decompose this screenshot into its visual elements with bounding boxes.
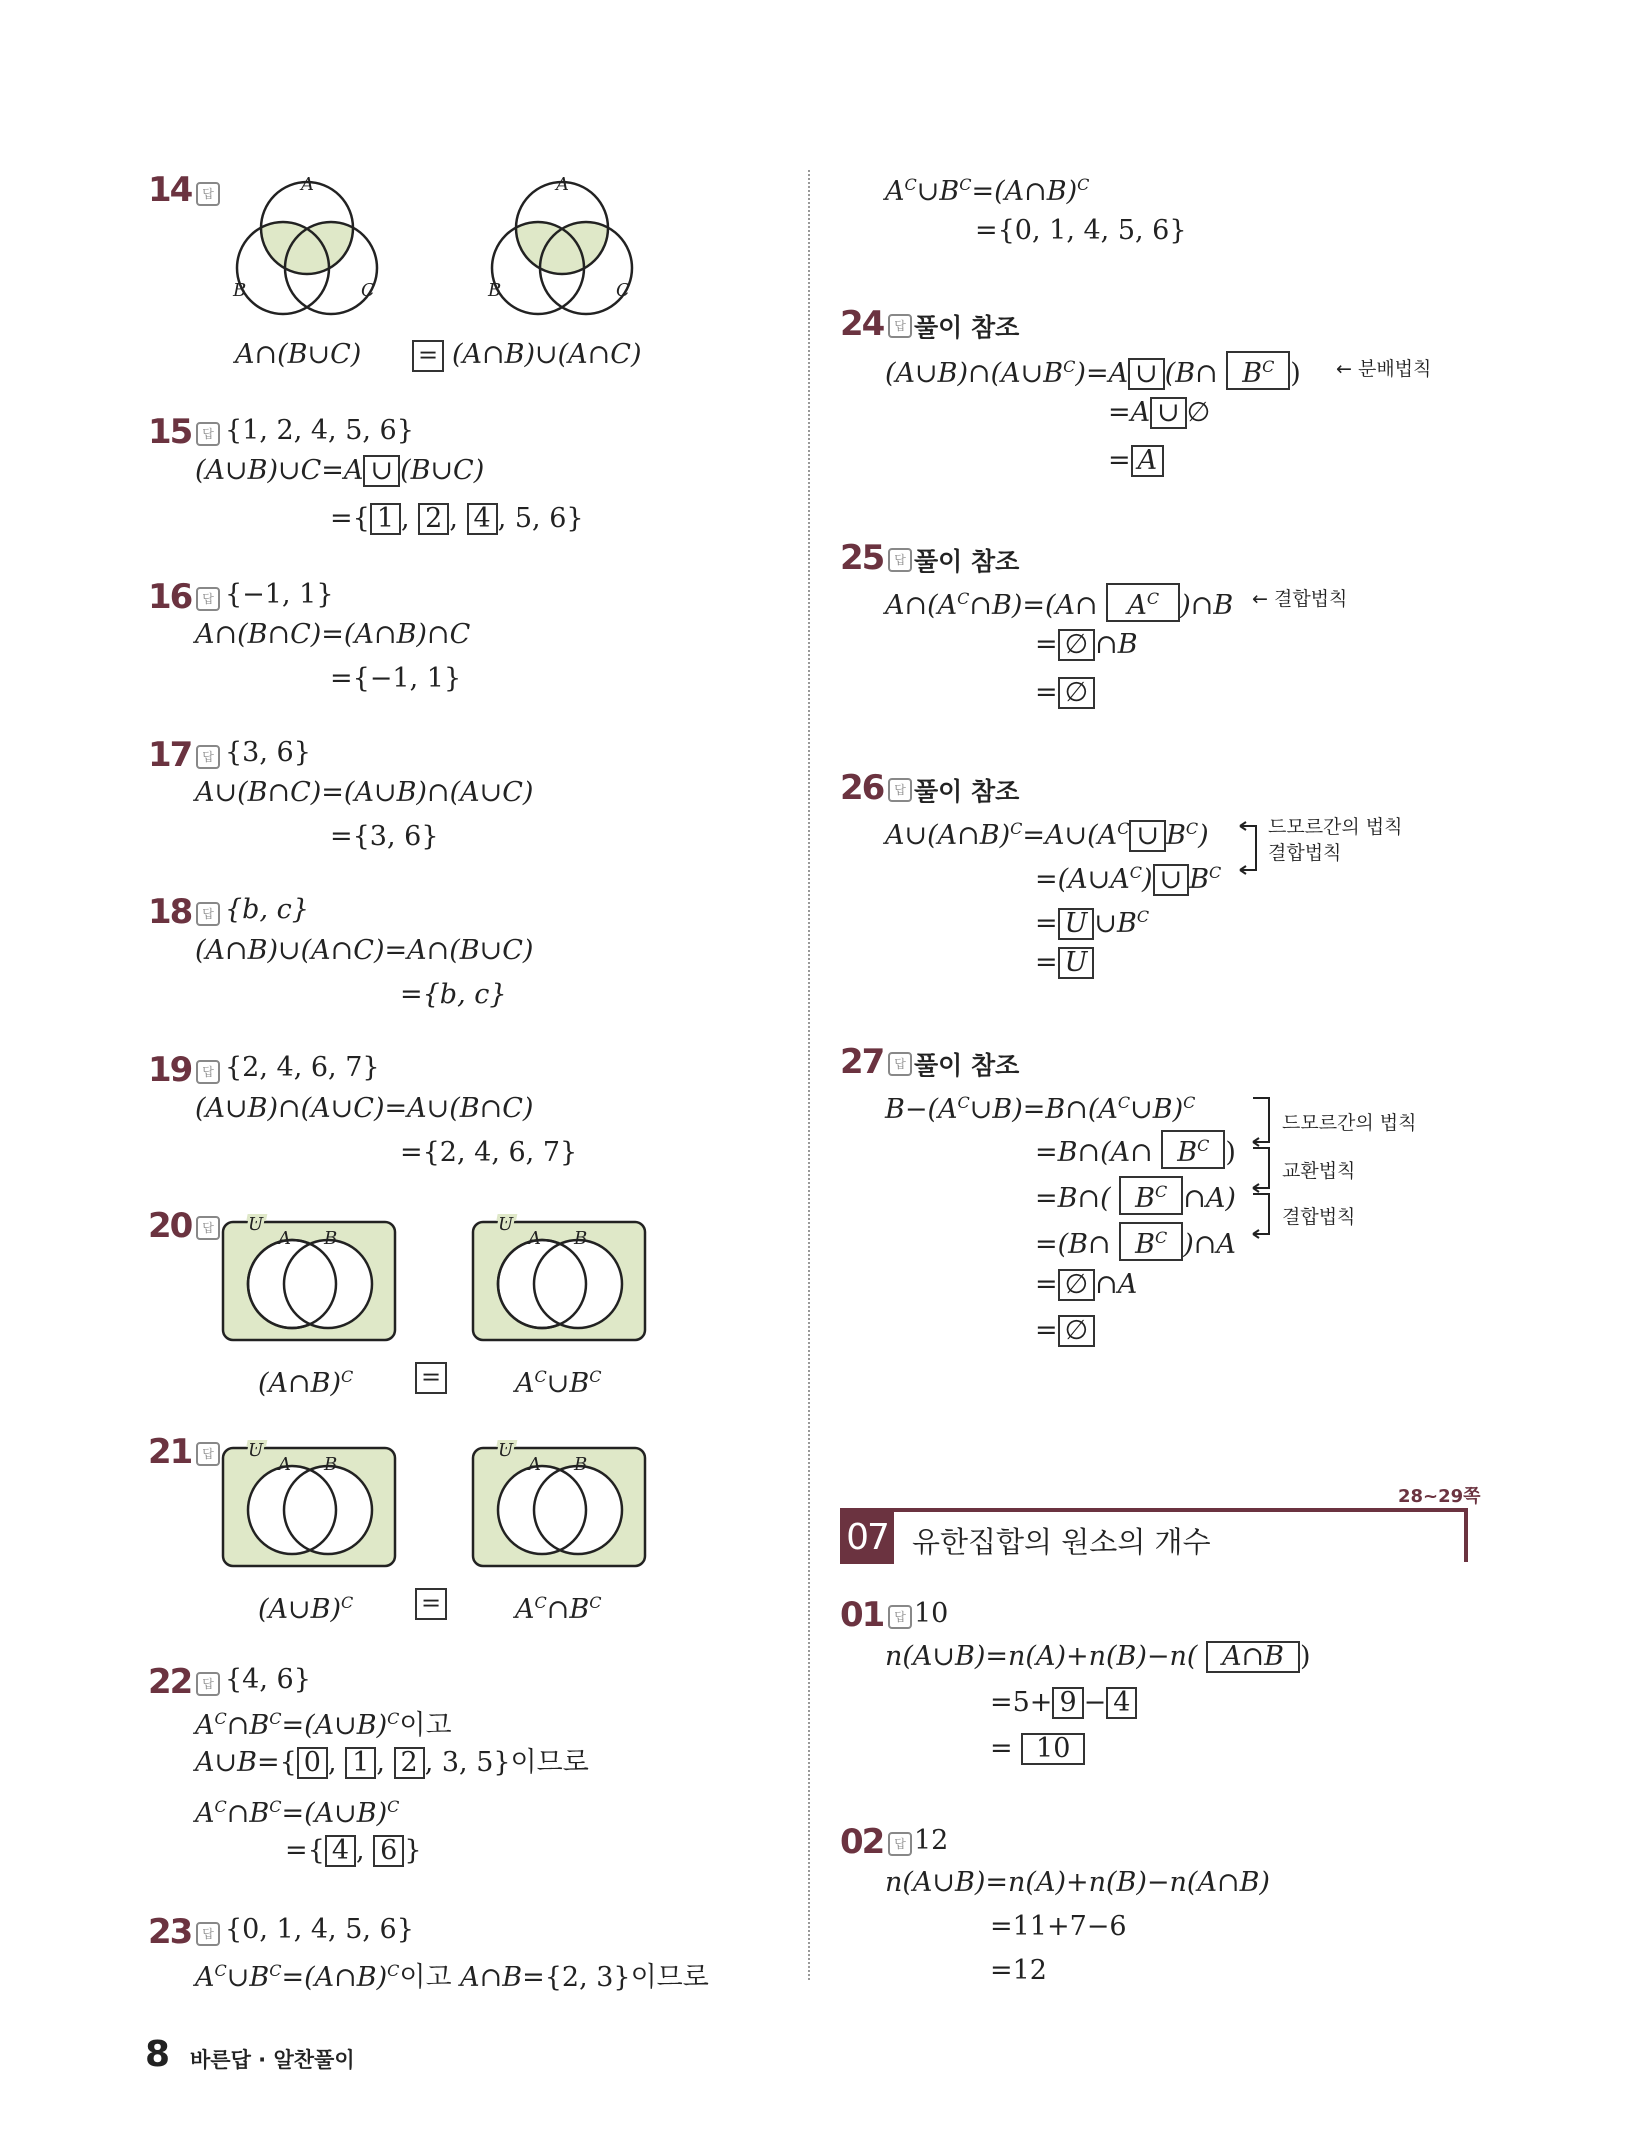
section-pages: 28~29쪽 — [1398, 1486, 1481, 1507]
answer-text: {0, 1, 4, 5, 6} — [225, 1914, 414, 1945]
solution-line: = ∅ — [1035, 676, 1095, 710]
law-note: 드모르간의 법칙 — [1282, 1112, 1417, 1134]
law-note: 교환법칙 — [1282, 1160, 1356, 1182]
see-solution-label: 풀이 참조 — [914, 547, 1020, 576]
answer-mark-icon: 답 — [196, 182, 220, 206]
solution-line: A∪(B∩C)=(A∪B)∩(A∪C) — [195, 777, 534, 808]
answer-text: {3, 6} — [225, 737, 311, 768]
bracket-arrows — [1245, 1090, 1281, 1250]
solution-line: A∪B={ 0 , 1 , 2 , 3, 5}이므로 — [195, 1747, 589, 1778]
section-header-right-bar — [1464, 1508, 1468, 1562]
solution-line: $A^C\cap B^C=(A\cup B)^C$ — [195, 1797, 400, 1829]
venn-label: (A∪B)$^C$ — [258, 1593, 354, 1625]
section-header-line — [840, 1508, 1468, 1512]
solution-line: ={b, c} — [400, 979, 507, 1010]
svg-text:C: C — [361, 280, 375, 301]
solution-line: =(B∩ $B^C$ )∩A — [1035, 1222, 1236, 1262]
answer-mark-icon: 답 — [196, 422, 220, 446]
answer-mark-icon: 답 — [196, 587, 220, 611]
svg-text:U: U — [498, 1440, 514, 1461]
svg-text:B: B — [574, 1454, 588, 1475]
svg-text:C: C — [616, 280, 630, 301]
svg-text:B: B — [324, 1454, 338, 1475]
problem-number: 22 — [148, 1662, 192, 1702]
svg-text:U: U — [248, 1214, 264, 1235]
svg-text:U: U — [248, 1440, 264, 1461]
svg-text:A: A — [556, 174, 569, 195]
solution-line: = ∅ ∩A — [1035, 1269, 1138, 1300]
section-title: 유한집합의 원소의 개수 — [912, 1525, 1211, 1559]
svg-text:A: A — [278, 1228, 291, 1249]
answer-mark-icon: 답 — [196, 745, 220, 769]
bracket-arrow — [1236, 818, 1266, 878]
svg-text:B: B — [324, 1228, 338, 1249]
solution-line: $A\cap(A^C\cap B)=(A\cap$ $A^C$ )∩B — [885, 582, 1233, 623]
solution-line: =11+7−6 — [990, 1911, 1127, 1942]
solution-line: $B-(A^C\cup B)=B\cap(A^C\cup B)^C$ — [885, 1093, 1196, 1125]
page-number: 8 — [145, 2034, 171, 2075]
solution-line: $=(A\cup A^C)$ ∪ $B^C$ — [1035, 863, 1222, 895]
answer-text: {2, 4, 6, 7} — [225, 1052, 380, 1083]
problem-number: 26 — [840, 768, 884, 808]
svg-text:A: A — [278, 1454, 291, 1475]
answer-mark-icon: 답 — [196, 1216, 220, 1240]
answer-text: 10 — [914, 1598, 949, 1629]
law-note: 드모르간의 법칙 — [1268, 816, 1403, 838]
solution-line: $A\cup(A\cap B)^C=A\cup(A^C$ ∪ $B^C$) — [885, 819, 1209, 851]
solution-line: ={−1, 1} — [330, 663, 462, 694]
problem-number: 15 — [148, 412, 192, 452]
problem-number: 24 — [840, 304, 884, 344]
venn-diagram-right — [470, 1210, 650, 1345]
solution-line: (A∩B)∪(A∩C)=A∩(B∪C) — [195, 935, 534, 966]
see-solution-label: 풀이 참조 — [914, 1051, 1020, 1080]
problem-number: 17 — [148, 735, 192, 775]
solution-line: $(A\cup B)\cap(A\cup B^C)=A$ ∪ (B∩ $B^C$ ) — [885, 350, 1301, 391]
answer-mark-icon: 답 — [888, 778, 912, 802]
answer-text: {1, 2, 4, 5, 6} — [225, 415, 414, 446]
svg-text:A: A — [528, 1454, 541, 1475]
solution-line: = ∅ — [1035, 1314, 1095, 1348]
solution-line: ={ 1 , 2 , 4 , 5, 6} — [330, 503, 584, 534]
solution-line: ={0, 1, 4, 5, 6} — [975, 215, 1187, 246]
answer-mark-icon: 답 — [888, 548, 912, 572]
answer-mark-icon: 답 — [196, 1060, 220, 1084]
answer-mark-icon: 답 — [196, 902, 220, 926]
answer-mark-icon: 답 — [888, 1605, 912, 1629]
problem-number: 23 — [148, 1912, 192, 1952]
solution-line: = U — [1035, 946, 1094, 980]
solution-line: A∩(B∩C)=(A∩B)∩C — [195, 619, 471, 650]
solution-line: $A^C\cup B^C=(A\cap B)^C$이고 A∩B={2, 3}이므로 — [195, 1961, 709, 1993]
svg-text:B: B — [233, 280, 247, 301]
column-divider — [808, 170, 810, 1980]
solution-line: = U $\cup B^C$ — [1035, 907, 1150, 939]
venn-label: $A^C\cup B^C$ — [515, 1367, 602, 1399]
svg-text:U: U — [498, 1214, 514, 1235]
book-title: 바른답 · 알찬풀이 — [190, 2048, 355, 2072]
svg-text:B: B — [488, 280, 502, 301]
answer-mark-icon: 답 — [888, 314, 912, 338]
answer-mark-icon: 답 — [196, 1672, 220, 1696]
svg-text:B: B — [574, 1228, 588, 1249]
answer-mark-icon: 답 — [196, 1922, 220, 1946]
venn-diagram-left — [220, 1436, 400, 1571]
venn-label: (A∩B)$^C$ — [258, 1367, 354, 1399]
venn-label: A∩(B∪C) — [235, 339, 362, 370]
venn-diagram-left — [220, 1210, 400, 1345]
solution-line: (A∪B)∪C=A ∪ (B∪C) — [195, 455, 485, 486]
see-solution-label: 풀이 참조 — [914, 777, 1020, 806]
equals-box: = — [415, 1588, 447, 1620]
solution-line: =B∩(A∩ $B^C$ ) — [1035, 1130, 1236, 1170]
solution-line: = ∅ ∩B — [1035, 629, 1138, 660]
solution-line: n(A∪B)=n(A)+n(B)−n( A∩B ) — [885, 1641, 1311, 1672]
solution-line: =A ∪ ∅ — [1108, 397, 1211, 428]
solution-line: $A^C\cup B^C=(A\cap B)^C$ — [885, 175, 1090, 207]
solution-line: ={3, 6} — [330, 821, 439, 852]
problem-number: 20 — [148, 1206, 192, 1246]
problem-number: 16 — [148, 577, 192, 617]
problem-number: 14 — [148, 170, 192, 210]
solution-line: $A^C\cap B^C=(A\cup B)^C$이고 — [195, 1709, 452, 1741]
answer-text: 12 — [914, 1825, 949, 1856]
problem-number: 21 — [148, 1432, 192, 1472]
section-number: 07 — [840, 1512, 894, 1564]
problem-number: 02 — [840, 1822, 884, 1862]
law-note: 결합법칙 — [1268, 842, 1342, 864]
venn-diagram-left — [225, 170, 390, 320]
problem-number: 01 — [840, 1595, 884, 1635]
problem-number: 18 — [148, 892, 192, 932]
svg-text:A: A — [301, 174, 314, 195]
solution-line: = 10 — [990, 1732, 1085, 1766]
answer-mark-icon: 답 — [888, 1832, 912, 1856]
solution-line: (A∪B)∩(A∪C)=A∪(B∩C) — [195, 1093, 534, 1124]
law-note: 결합법칙 — [1282, 1206, 1356, 1228]
venn-diagram-right — [480, 170, 645, 320]
solution-line: =5+ 9 − 4 — [990, 1686, 1137, 1720]
solution-line: =B∩( $B^C$ ∩A) — [1035, 1176, 1236, 1216]
venn-diagram-right — [470, 1436, 650, 1571]
law-note: ← 결합법칙 — [1252, 588, 1348, 610]
solution-line: ={2, 4, 6, 7} — [400, 1137, 578, 1168]
answer-mark-icon: 답 — [196, 1442, 220, 1466]
solution-line: =12 — [990, 1955, 1047, 1986]
answer-mark-icon: 답 — [888, 1052, 912, 1076]
venn-label: $A^C\cap B^C$ — [515, 1593, 602, 1625]
equals-box: = — [412, 340, 444, 372]
solution-line: ={ 4 , 6 } — [285, 1835, 422, 1866]
answer-text: {4, 6} — [225, 1664, 311, 1695]
answer-text: {b, c} — [225, 894, 309, 925]
law-note: ← 분배법칙 — [1336, 358, 1432, 380]
see-solution-label: 풀이 참조 — [914, 313, 1020, 342]
solution-line: n(A∪B)=n(A)+n(B)−n(A∩B) — [885, 1867, 1270, 1898]
solution-line: = A — [1108, 444, 1164, 478]
answer-text: {−1, 1} — [225, 579, 334, 610]
problem-number: 27 — [840, 1042, 884, 1082]
svg-text:A: A — [528, 1228, 541, 1249]
venn-label: (A∩B)∪(A∩C) — [452, 339, 642, 370]
problem-number: 25 — [840, 538, 884, 578]
equals-box: = — [415, 1362, 447, 1394]
problem-number: 19 — [148, 1050, 192, 1090]
